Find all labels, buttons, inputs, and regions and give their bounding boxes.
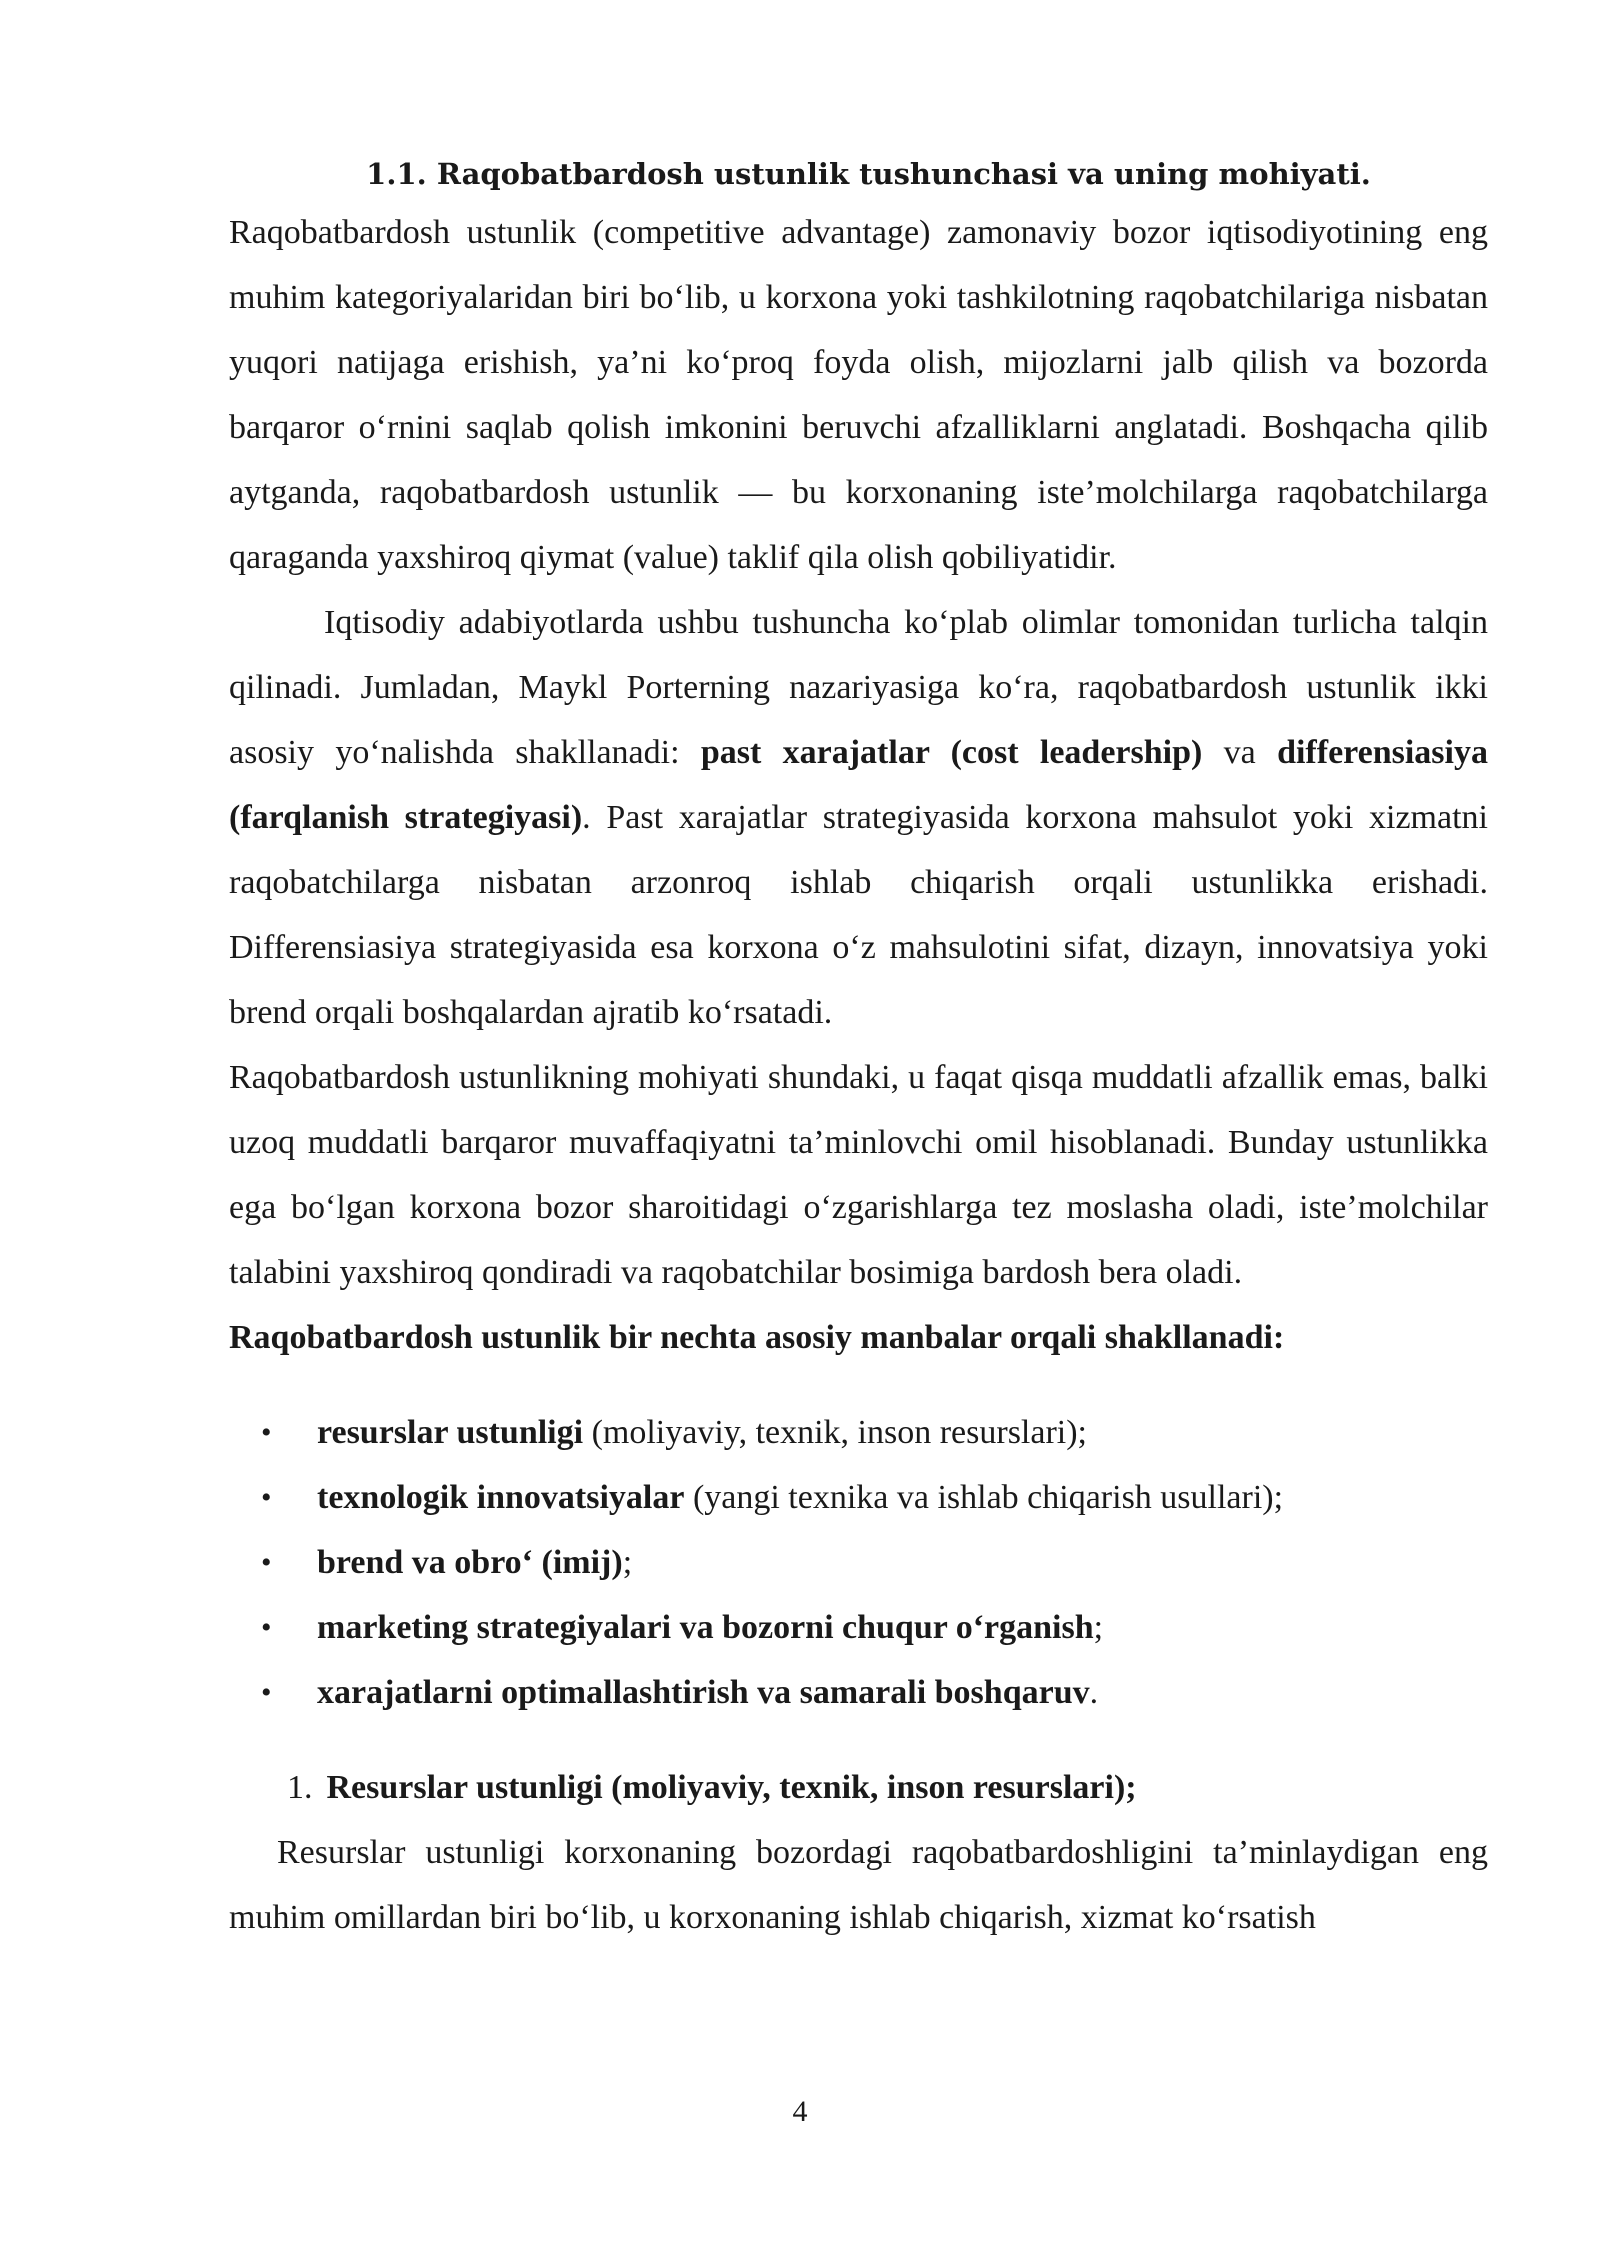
section-heading: 1.1. Raqobatbardosh ustunlik tushunchasi va uning mohiyati. (366, 157, 1371, 191)
paragraph-porter-theory (229, 590, 1488, 1045)
list-item-text: (moliyaviy, texnik, inson resurslari); (583, 1414, 1088, 1451)
paragraph-porter-text-3: . Past xarajatlar strategiyasida korxona mahsulot yoki xizmatni raqobatchilarga nisbatan arzonroq ishlab chiqarish orqali ustunlikka erishadi. Differensiasiya strategiyasida esa korxona o‘z mahsulotini sifat, dizayn, innovatsiya yoki brend orqali boshqalardan ajratib ko‘rsatadi. (229, 799, 1488, 1031)
numbered-heading-number: 1. (287, 1769, 313, 1806)
list-item-bold: brend va obro‘ (imij) (317, 1544, 623, 1581)
list-item-text: (yangi texnika va ishlab chiqarish usullari); (684, 1479, 1284, 1516)
list-item-text: ; (1093, 1609, 1104, 1646)
paragraph-definition: Raqobatbardosh ustunlik (competitive advantage) zamonaviy bozor iqtisodiyotining eng muhim kategoriyalaridan biri bo‘lib, u korxona yoki tashkilotning raqobatchilariga nisbatan yuqori natijaga erishish, ya’ni ko‘proq foyda olish, mijozlarni jalb qilish va bozorda barqaror o‘rnini saqlab qolish imkonini beruvchi afzalliklarni anglatadi. Boshqacha qilib aytganda, raqobatbardosh ustunlik — bu korxonaning iste’molchilarga raqobatchilarga qaraganda yaxshiroq qiymat (value) taklif qila olish qobiliyatidir. (229, 214, 1488, 576)
list-item (229, 1530, 1488, 1595)
numbered-heading-title: Resurslar ustunligi (moliyaviy, texnik, inson resurslari); (326, 1769, 1137, 1806)
page-content (229, 148, 1488, 1950)
sources-heading: Raqobatbardosh ustunlik bir nechta asosiy manbalar orqali shakllanadi: (229, 1319, 1285, 1356)
list-item (229, 1595, 1488, 1660)
paragraph-essence: Raqobatbardosh ustunlikning mohiyati shundaki, u faqat qisqa muddatli afzallik emas, balki uzoq muddatli barqaror muvaffaqiyatni ta’minlovchi omil hisoblanadi. Bunday ustunlikka ega bo‘lgan korxona bozor sharoitidagi o‘zgarishlarga tez moslasha oladi, iste’molchilar talabini yaxshiroq qondiradi va raqobatchilar bosimiga bardosh bera oladi. (229, 1059, 1488, 1291)
list-item-text: . (1089, 1674, 1099, 1711)
list-item-bold: xarajatlarni optimallashtirish va samarali boshqaruv (317, 1674, 1090, 1711)
paragraph-porter-text-1: Iqtisodiy adabiyotlarda ushbu tushuncha ko‘plab olimlar tomonidan turlicha talqin qilinadi. Jumladan, Maykl Porterning nazariyasiga ko‘ra, raqobatbardosh ustunlik ikki asosiy yo‘nalishda shakllanadi: (229, 604, 1488, 771)
list-item (229, 1465, 1488, 1530)
numbered-heading-resources (229, 1755, 1488, 1820)
list-item-text: ; (622, 1544, 633, 1581)
term-differentiation: differensiasiya (farqlanish strategiyasi) (229, 734, 1488, 836)
paragraph-resources: Resurslar ustunligi korxonaning bozordagi raqobatbardoshligini ta’minlaydigan eng muhim omillardan biri bo‘lib, u korxonaning ishlab chiqarish, xizmat ko‘rsatish (229, 1834, 1488, 1936)
page-number: 4 (792, 2095, 808, 2128)
term-cost-leadership: past xarajatlar (cost leadership) (700, 734, 1203, 771)
list-item-bold: marketing strategiyalari va bozorni chuqur o‘rganish (317, 1609, 1094, 1646)
paragraph-porter-text-2: va (1202, 734, 1278, 771)
list-item (229, 1400, 1488, 1465)
sources-list (229, 1400, 1488, 1725)
list-item-bold: resurslar ustunligi (317, 1414, 584, 1451)
list-item (229, 1660, 1488, 1725)
list-item-bold: texnologik innovatsiyalar (317, 1479, 685, 1516)
